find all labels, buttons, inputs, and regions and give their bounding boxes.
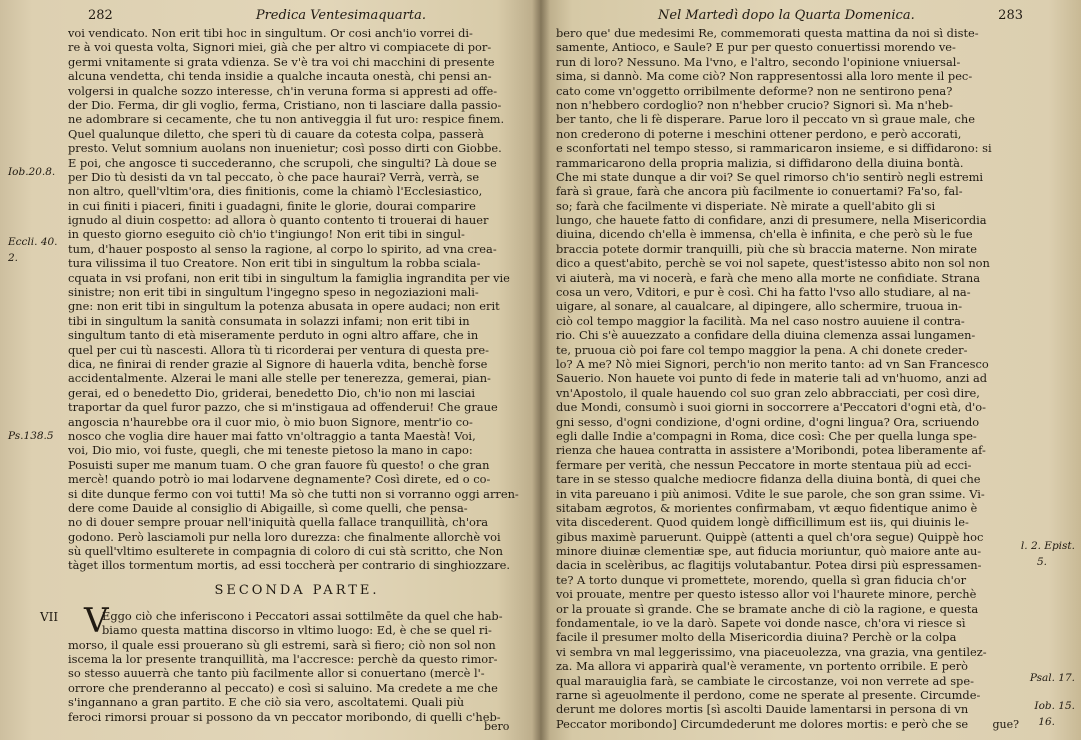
text-line: no di douer sempre prouar nell'iniquità quella fallace tranquillità, ch'ora [68,515,489,530]
left-page [0,0,540,740]
text-line: accidentalmente. Alzerai le mani alle stelle per tenerezza, gemerai, pian- [68,371,491,386]
text-line: lungo, che hauete fatto di confidare, anzi di presumere, nella Misericordia [556,213,987,228]
margin-note-eccli: Eccli. 40. [8,236,58,248]
right-page [540,0,1081,740]
left-page-number: 282 [88,8,113,23]
text-line: quel per cui tù nascesti. Allora tù ti ricorderai per ventura di questa pre- [68,342,490,357]
text-line: non crederono di poterne i meschini ottener perdono, e però accorati, [556,126,962,141]
left-running-head [10,8,526,26]
text-line: qual marauiglia farà, se cambiate le circostanze, voi non verrete ad spe- [556,673,974,688]
text-line: egli dalle Indie a'compagni in Roma, dice così: Che per quella lunga spe- [556,428,977,443]
text-line: tum, d'hauer posposto al senso la ragione, al corpo lo spirito, ad vna crea- [68,241,497,256]
right-page-number: 283 [998,8,1023,23]
text-line: dere come Dauide al consiglio di Abigaille, sì come quelli, che pensa- [68,500,468,515]
text-line: in vita pareuano i più animosi. Vdite le sue parole, che son gran ssime. Vi- [556,486,985,501]
left-catchword: bero [484,720,510,733]
text-line: non altro, quell'vltim'ora, dies finitionis, come la chiamò l'Ecclesiastico, [68,184,483,199]
text-line: dica, ne finirai di render grazie al Signore di hauerla vdita, benchè forse [68,356,488,371]
text-line: nosco che voglia dire hauer mai fatto vn'oltraggio a tanta Maestà! Voi, [68,428,476,443]
text-line: Che mi state dunque a dir voi? Se quel rimorso ch'io sentirò negli estremi [556,169,984,184]
text-line: e sconfortati nel tempo stesso, si rammaricaron insieme, e si diffidarono: si [556,141,992,156]
text-line: presto. Velut somnium auolans non inuenietur; così posso dirti con Giobbe. [68,141,502,156]
text-line: sitabam ægrotos, & morientes confirmabam, vt æquo fidentique animo è [556,500,978,515]
text-line: vn'Apostolo, il quale hauendo col suo gran zelo abbracciati, per così dire, [556,385,980,400]
left-body-text [10,26,526,573]
text-line: singultum tanto di età miseramente perduto in ogni altro affare, che in [68,328,479,343]
text-line: alcuna vendetta, chi tenda insidie a qualche incauta onestà, chi pensi an- [68,69,492,84]
text-line: voi vendicato. Non erit tibi hoc in singultum. Or cosi anch'io vorrei di- [68,26,473,40]
text-line: ber tanto, che li fè disperare. Parue loro il peccato vn sì graue male, che [556,112,975,127]
text-line: vi sembra vn mal leggerissimo, vna piaceuolezza, vna grazia, vna gentilez- [556,644,987,659]
text-line: in questo giorno eseguito ciò ch'io t'ingiungo! Non erit tibi in singul- [68,227,465,242]
text-line: ne adombrare si cecamente, che tu non antiveggia il fut uro: respice finem. [68,112,505,127]
text-line: so; farà che facilmente vi disperiate. Nè mirate a quell'abito gli si [556,198,936,213]
paragraph-number: VII [40,610,59,624]
text-line: s'ingannano a gran partito. E che ciò sia vero, ascoltatemi. Quali più [68,695,465,710]
text-line: or la prouate sì grande. Che se bramate anche di ciò la ragione, e questa [556,601,979,616]
margin-note-epist-5: 5. [1036,556,1047,568]
text-line: voi prouate, mentre per questo istesso allor voi l'haurete minore, perchè [556,587,977,602]
right-body-text [556,26,1071,731]
text-line: ignudo al diuin cospetto: ad allora ò quanto contento ti trouerai di hauer [68,213,489,228]
right-running-title: Nel Martedì dopo la Quarta Domenica. [658,8,915,23]
text-line: minore diuinæ clementiæ spe, aut fiducia moriuntur, quò maiore ante au- [556,544,982,559]
text-line: gne: non erit tibi in singultum la potenza abusata in opere audaci; non erit [68,299,500,314]
left-running-title: Predica Ventesimaquarta. [255,8,426,23]
text-line: vita discederent. Quod quidem longè difficillimum est iis, qui diuinis le- [556,515,969,530]
text-line: E poi, che angosce ti succederanno, che scrupoli, che singulti? Là doue se [68,155,497,170]
text-line: angoscia n'haurebbe ora il cuor mio, ò mio buon Signore, mentr'io co- [68,414,473,429]
text-line: sù quell'vltimo esulterete in compagnia di coloro di cui stà scritto, che Non [68,544,503,559]
text-line: voi, Dio mio, voi fuste, quegli, che mi teneste pietoso la mano in capo: [68,443,473,458]
text-line: sinistre; non erit tibi in singultum l'ingegno speso in negoziazioni mali- [68,285,479,300]
text-line: gni sesso, d'ogni condizione, d'ogni ordine, d'ogni lingua? Ora, scriuendo [556,414,980,429]
text-line: za. Ma allora vi apparirà qual'è veramente, vn portento orribile. E però [556,659,969,674]
text-line: tàget illos tormentum mortis, ad essi toccherà per contrario di singhiozzare. [68,558,511,573]
text-line: sima, si dannò. Ma come ciò? Non rappresentossi alla loro mente il pec- [556,69,973,84]
text-line: per Dio tù desisti da vn tal peccato, ò che pace haurai? Verrà, verrà, se [68,169,480,184]
text-line: te? A torto dunque vi promettete, morendo, quella sì gran fiducia ch'or [556,572,967,587]
margin-note-psal: Psal. 17. [1029,672,1075,684]
text-line: farà sì graue, farà che ancora più facilmente io conuertami? Fa'so, fal- [556,184,963,199]
right-running-head [556,8,1071,26]
text-line: cato come vn'oggetto orribilmente deforme? non ne sentirono pena? [556,83,953,98]
text-line: ciò col tempo maggior la facilità. Ma nel caso nostro auuiene il contra- [556,313,965,328]
text-line: mercè! quando potrò io mai lodarvene degnamente? Così direte, ed o co- [68,472,491,487]
text-line: rienza che hauea contratta in assistere a'Moribondi, potea liberamente af- [556,443,986,458]
text-line: rammaricarono della propria malizia, si diffidarono della diuina bontà. [556,155,964,170]
drop-cap: V [84,601,109,641]
margin-note-job16: 16. [1038,716,1055,728]
text-line: godono. Però lasciamoli pur nella loro durezza: che finalmente allorchè voi [68,529,501,544]
text-line: dico a quest'abito, perchè se voi nol sapete, quest'istesso abito non sol non [556,256,990,271]
text-line: re à voi questa volta, Signori miei, già che per altro vi compiacete di por- [68,40,492,55]
text-line: traportar da quel furor pazzo, che si m'instigaua ad offenderui! Che graue [68,400,498,415]
text-line: run di loro? Nessuno. Ma l'vno, e l'altro, secondo l'opinione vniuersal- [556,54,961,69]
margin-note-job: Iob.20.8. [8,166,56,178]
text-line: due Mondi, consumò i suoi giorni in soccorrere a'Peccatori d'ogni età, d'o- [556,400,986,415]
text-line: gibus maximè paruerunt. Quippè (attenti a quel ch'ora segue) Quippè hoc [556,529,984,544]
text-line: non n'hebbero cordoglio? non n'hebber crucio? Signori sì. Ma n'heb- [556,97,953,112]
text-line: iscema la lor presente tranquillità, ma l'accresce: perchè da questo rimor- [68,652,498,667]
text-line: dacia in scelèribus, ac flagitijs volutabantur. Potea dirsi più espressamen- [556,558,982,573]
text-line: fondamentale, io ve la darò. Sapete voi donde nasce, ch'ora vi riesce sì [556,616,966,631]
text-line: Eggo ciò che inferiscono i Peccatori assai sottilmēte da quel che hab- [102,608,503,623]
text-line: volgersi in qualche sozzo interesse, ch'in veruna forma si appresti ad offe- [68,83,498,98]
text-line: uigare, al sonare, al caualcare, al dipingere, allo schermire, truoua in- [556,299,963,314]
text-line: rio. Chi s'è auuezzato a confidare della diuina clemenza assai lungamen- [556,328,976,343]
text-line: tibi in singultum la sanità consumata in solazzi infami; non erit tibi in [68,313,470,328]
text-line: der Dio. Ferma, dir gli voglio, ferma, Cristiano, non ti lasciare dalla passio- [68,97,502,112]
text-line: so stesso auuerrà che tanto più facilmente allor si conuertano (mercè l'- [68,666,485,681]
text-line: fermare per verità, che nessun Peccatore in morte stentaua più ad ecci- [556,457,972,472]
text-line: si dite dunque fermo con voi tutti! Ma sò che tutti non si vorranno oggi arren- [68,486,519,501]
margin-note-eccli-2: 2. [8,252,19,264]
text-line: braccia potete dormir tranquilli, più che sù braccia materne. Non mirate [556,241,978,256]
text-line: tura vilissima il tuo Creatore. Non erit tibi in singultum la robba sciala- [68,256,481,271]
text-line: germi vnitamente si grata vdienza. Se v'è tra voi chi macchini di presente [68,54,495,69]
text-line: diuina, dicendo ch'ella è immensa, ch'ella è infinita, e che però sù le fue [556,227,973,242]
text-line: Quel qualunque diletto, che speri tù di cauare da cotesta colpa, passerà [68,126,484,141]
text-line: vi aiuterà, ma vi nocerà, e farà che meno alla morte ne confidiate. Strana [556,270,981,285]
section-title: SECONDA PARTE. [214,582,380,598]
right-catchword: gue? [992,718,1019,731]
text-line: lo? A me? Nò miei Signori, perch'io non merito tanto: ad vn San Francesco [556,356,989,371]
text-line: Posuisti super me manum tuam. O che gran fauore fù questo! o che gran [68,457,490,472]
text-line: facile il presumer molto della Misericordia diuina? Perchè or la colpa [556,630,957,645]
text-line: cosa un vero, Vditori, e pur è così. Chi ha fatto l'vso allo studiare, al na- [556,285,971,300]
text-line: feroci rimorsi prouar si possono da vn peccator moribondo, di quelli c'heb- [68,709,501,724]
text-line: rarne sì ageuolmente il perdono, come ne sperate al presente. Circumde- [556,687,981,702]
margin-note-job15: Iob. 15. [1034,700,1075,712]
text-line: samente, Antioco, e Saule? E pur per questo conuertissi morendo ve- [556,40,956,55]
text-line: te, pruoua ciò poi fare col tempo maggior la pena. A chi donete creder- [556,342,968,357]
text-line: tare in se stesso qualche mediocre fidanza della diuina bontà, di quei che [556,472,981,487]
text-line: Peccator moribondo] Circumdederunt me dolores mortis: e però che se [556,716,969,731]
text-line: morso, il quale essi prouerano sù gli estremi, sarà sì fiero; ciò non sol non [68,637,496,652]
text-line: derunt me dolores mortis [sì ascolti Dauide lamentarsi in persona di vn [556,702,969,717]
text-line: in cui finiti i piaceri, finiti i guadagni, finite le glorie, dourai comparire [68,198,476,213]
text-line: orrore che prenderanno al peccato) e così si saluino. Ma credete a me che [68,680,498,695]
margin-note-epist: l. 2. Epist. [1020,540,1075,552]
text-line: biamo questa mattina discorso in vltimo luogo: Ed, è che se quel ri- [102,623,492,638]
text-line: gerai, ed o benedetto Dio, griderai, benedetto Dio, ch'io non mi lasciai [68,385,476,400]
text-line: cquata in vsi profani, non erit tibi in singultum la famiglia ingrandita per vie [68,270,510,285]
margin-note-ps: Ps.138.5 [8,430,54,442]
text-line: bero que' due medesimi Re, commemorati questa mattina da noi sì diste- [556,26,979,40]
text-line: Sauerio. Non hauete voi punto di fede in materie tali ad vn'huomo, anzi ad [556,371,988,386]
